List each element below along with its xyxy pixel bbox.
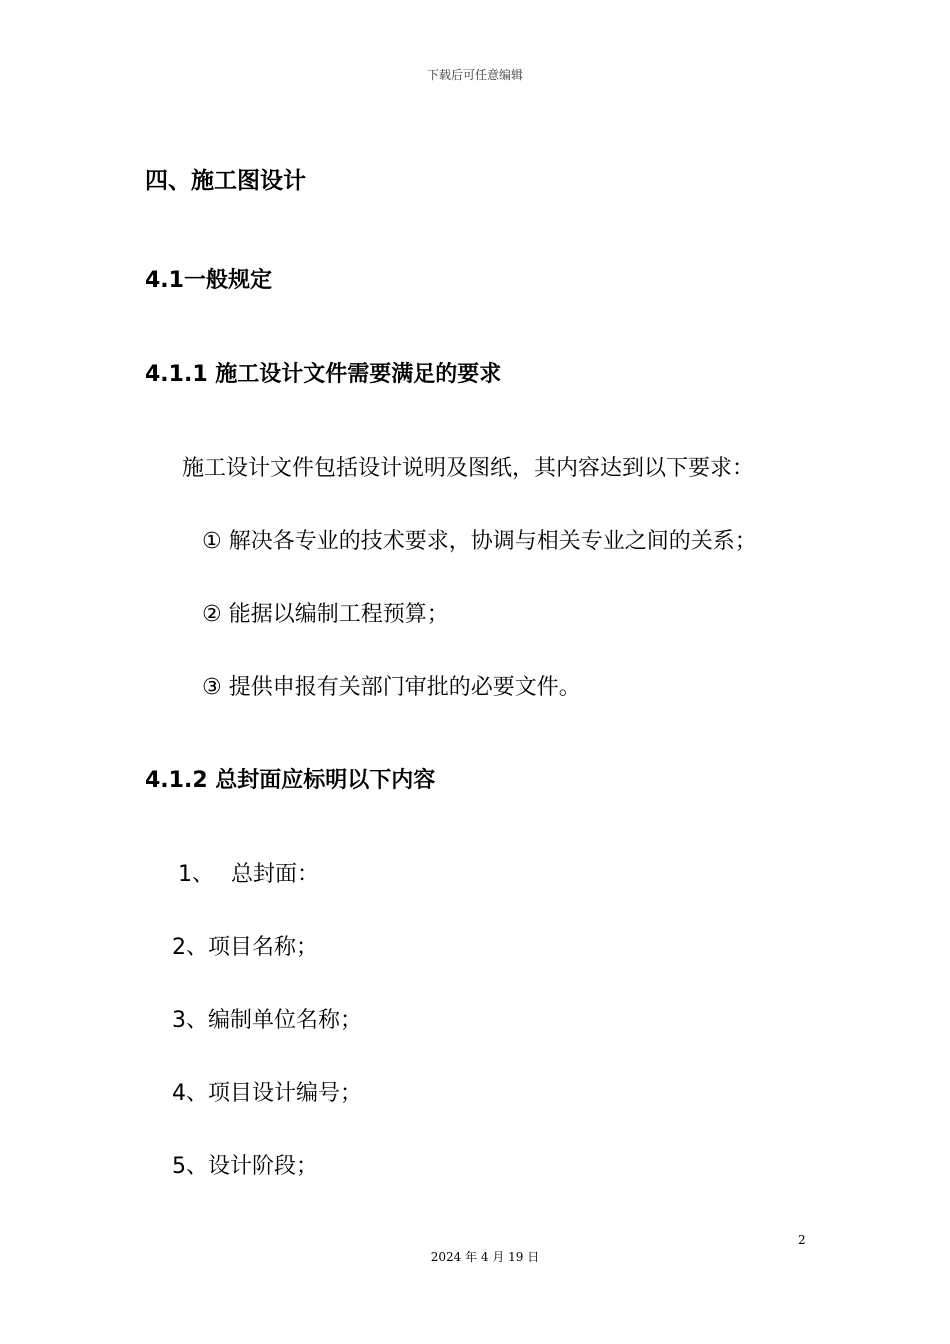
cover-item-5: 5、设计阶段； xyxy=(172,1154,318,1179)
requirement-item-2: ② 能据以编制工程预算； xyxy=(202,602,449,627)
cover-item-3: 3、编制单位名称； xyxy=(172,1008,362,1033)
header-note: 下载后可任意编辑 xyxy=(426,68,523,82)
section-title: 四、施工图设计 xyxy=(145,168,306,194)
clause-4-1-1-intro: 施工设计文件包括设计说明及图纸，其内容达到以下要求： xyxy=(182,456,755,481)
subsection-title: 4.1一般规定 xyxy=(145,268,272,293)
cover-item-4: 4、项目设计编号； xyxy=(172,1081,362,1106)
clause-4-1-2-title: 4.1.2 总封面应标明以下内容 xyxy=(145,768,436,793)
page-number: 2 xyxy=(798,1233,806,1247)
footer-date: 2024 年 4 月 19 日 xyxy=(430,1250,540,1264)
cover-item-2: 2、项目名称； xyxy=(172,935,318,960)
cover-item-1-text: 总封面： xyxy=(231,862,320,887)
requirement-item-3: ③ 提供申报有关部门审批的必要文件。 xyxy=(202,675,581,700)
requirement-item-1: ① 解决各专业的技术要求，协调与相关专业之间的关系； xyxy=(202,529,757,554)
cover-item-1-number: 1、 xyxy=(178,862,214,887)
clause-4-1-1-title: 4.1.1 施工设计文件需要满足的要求 xyxy=(145,362,502,387)
